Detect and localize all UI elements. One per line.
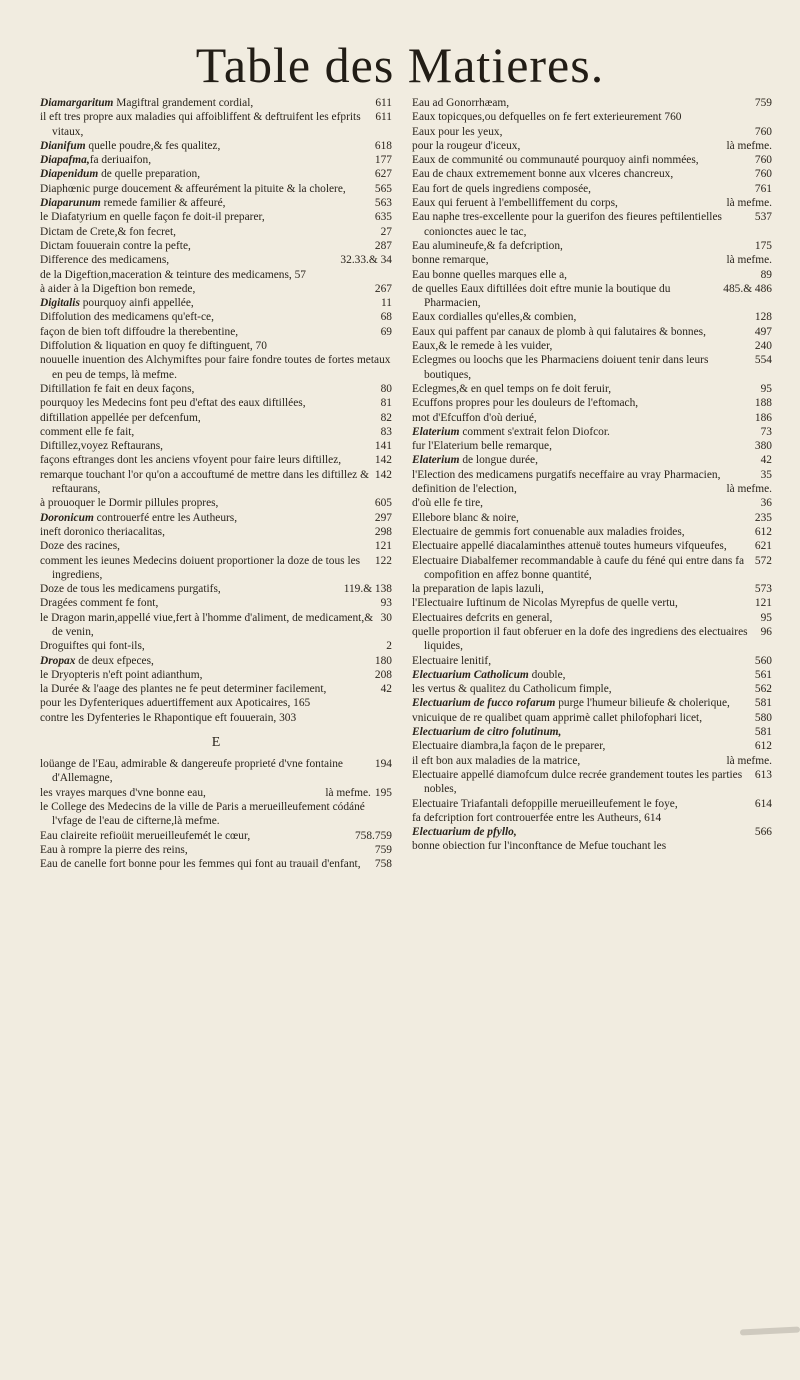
entry-text: Dictam fouuerain contre la pefte, xyxy=(40,239,191,252)
entry-headword: Electuarium de fucco rofarum xyxy=(412,697,556,710)
index-entry xyxy=(412,611,772,625)
page-ref: 81 xyxy=(380,397,392,410)
index-entry xyxy=(412,453,772,467)
index-entry xyxy=(412,711,772,725)
entry-text: bonne obiection fur l'inconftance de Mefue touchant les xyxy=(412,840,667,853)
index-entry xyxy=(40,253,392,267)
index-entry xyxy=(40,682,392,696)
index-entry xyxy=(40,639,392,653)
index-entry xyxy=(40,110,392,139)
entry-text: comment s'extrait felon Diofcor. xyxy=(459,425,610,438)
page-ref: 240 xyxy=(754,340,772,353)
page-ref: 121 xyxy=(754,597,772,610)
index-entry xyxy=(412,268,772,282)
page-ref: 128 xyxy=(754,311,772,324)
entry-headword: Electuarium de pfyllo, xyxy=(412,826,517,839)
index-entry xyxy=(40,282,392,296)
entry-text: de deux efpeces, xyxy=(75,654,154,667)
page-ref: 42 xyxy=(760,454,772,467)
index-entry xyxy=(40,554,392,583)
entry-headword: Dianifum xyxy=(40,139,86,152)
entry-text: Diftillez,voyez Reftaurans, xyxy=(40,440,164,453)
index-entry xyxy=(40,800,392,829)
entry-text: ineft doronico theriacalitas, xyxy=(40,525,165,538)
index-entry xyxy=(412,725,772,739)
page-ref: 11 xyxy=(381,297,392,310)
page-ref: 627 xyxy=(374,168,392,181)
index-entry xyxy=(40,210,392,224)
entry-text: Eau de chaux extremement bonne aux vlceres chancreux, xyxy=(412,168,674,181)
index-entry xyxy=(40,668,392,682)
entry-text: Eau naphe tres-excellente pour la guerifon des fieures peftilentielles conionctes auec le tac, xyxy=(412,211,722,238)
index-entry xyxy=(40,182,392,196)
entry-headword: Dropax xyxy=(40,654,76,667)
page-ref: 141 xyxy=(374,440,392,453)
page-ref: 581 xyxy=(754,697,772,710)
index-entry xyxy=(40,511,392,525)
page-ref: 68 xyxy=(380,311,392,324)
entry-text: Eaux,& le remede à les vuider, xyxy=(412,340,553,353)
index-entry xyxy=(412,482,772,496)
index-entry xyxy=(412,167,772,181)
page-ref: 142 xyxy=(374,454,392,467)
entry-text: Eclegmes ou loochs que les Pharmaciens doiuent tenir dans leurs boutiques, xyxy=(412,354,709,381)
page-ref: 142 xyxy=(374,468,392,481)
page-ref: 95 xyxy=(760,611,772,624)
index-entry xyxy=(40,96,392,110)
entry-text: il eft tres propre aux maladies qui affoibliffent & deftruifent les efprits vitaux, xyxy=(40,111,361,138)
index-entry xyxy=(40,225,392,239)
entry-text: Diffolution des medicamens qu'eft-ce, xyxy=(40,311,214,324)
index-entry xyxy=(412,839,772,853)
entry-text: Eau bonne quelles marques elle a, xyxy=(412,268,567,281)
index-entry xyxy=(412,739,772,753)
page-ref: 760 xyxy=(754,168,772,181)
entry-text: le Diafatyrium en quelle façon fe doit-il preparer, xyxy=(40,211,265,224)
page-ref: 618 xyxy=(374,139,392,152)
page-ref: 186 xyxy=(754,411,772,424)
entry-text: de quelles Eaux diftillées doit eftre munie la boutique du Pharmacien, xyxy=(412,282,671,310)
page-ref: 235 xyxy=(754,511,772,524)
entry-text: pourquoy ainfi appellée, xyxy=(79,297,194,310)
entry-text: de quelle preparation, xyxy=(98,168,201,181)
entry-text: Electuaire Diabalfemer recommandable à caufe du féné qui entre dans fa compofition en affez bonne quantité, xyxy=(412,554,745,581)
index-entry xyxy=(412,411,772,425)
page-title: Table des Matieres. xyxy=(195,37,605,93)
section-letter: E xyxy=(211,735,221,751)
entry-text: d'où elle fe tire, xyxy=(412,497,483,510)
entry-text: Ellebore blanc & noire, xyxy=(412,511,519,524)
index-entry xyxy=(40,153,392,167)
entry-text: de longue durée, xyxy=(459,454,538,467)
entry-text: loüange de l'Eau, admirable & dangereufe proprieté d'vne fontaine d'Allemagne, xyxy=(40,758,343,785)
entry-text: Difference des medicamens, xyxy=(40,254,170,267)
entry-text: controuerfé entre les Autheurs, xyxy=(93,511,238,524)
index-entry xyxy=(412,353,772,382)
page-ref: 560 xyxy=(754,654,772,667)
index-entry xyxy=(40,468,392,497)
page-ref: 73 xyxy=(760,425,772,438)
entry-text: Eclegmes,& en quel temps on fe doit feruir, xyxy=(412,382,612,395)
page-ref: 566 xyxy=(754,826,772,839)
page-ref: 760 xyxy=(754,125,772,138)
entry-text: Ecuffons propres pour les douleurs de l'eftomach, xyxy=(412,397,639,410)
entry-text: bonne remarque, xyxy=(412,254,489,267)
index-entry xyxy=(40,196,392,210)
index-entry xyxy=(40,786,392,800)
page-ref: là mefme. xyxy=(325,786,371,799)
entry-text: Eau alumineufe,& fa defcription, xyxy=(412,239,563,252)
entry-headword: Diapafma, xyxy=(40,154,90,167)
entry-text: Eaux cordialles qu'elles,& combien, xyxy=(412,311,577,324)
entry-text: façon de bien toft diffoudre la therebentine, xyxy=(40,325,239,338)
entry-text: nouuelle inuention des Alchymiftes pour faire fondre toutes de fortes metaux en peu de temps, là mefme. xyxy=(40,354,391,381)
page-ref: 121 xyxy=(374,540,392,553)
entry-text: diftillation appellée per defcenfum, xyxy=(40,411,201,424)
index-entry xyxy=(412,125,772,139)
index-entry xyxy=(412,539,772,553)
index-entry xyxy=(40,539,392,553)
index-entry xyxy=(412,811,772,825)
entry-text: purge l'humeur bilieufe & cholerique, xyxy=(555,697,730,710)
page-ref: 537 xyxy=(754,211,772,224)
entry-text: Electuaire Triafantali defoppille merueilleufement le foye, xyxy=(412,797,678,810)
page-ref: 93 xyxy=(380,597,392,610)
index-entry xyxy=(412,425,772,439)
page-ref: 298 xyxy=(374,525,392,538)
page-ref: 267 xyxy=(374,282,392,295)
page-ref: 95 xyxy=(760,382,772,395)
index-entry xyxy=(412,96,772,110)
page-ref: 287 xyxy=(374,239,392,252)
index-entry xyxy=(40,310,392,324)
index-entry xyxy=(412,654,772,668)
entry-text: la preparation de lapis lazuli, xyxy=(412,583,544,596)
index-entry xyxy=(412,468,772,482)
page-ref: 83 xyxy=(380,425,392,438)
page-ref: 563 xyxy=(374,197,392,210)
index-entry xyxy=(412,625,772,654)
entry-text: Droguiftes qui font-ils, xyxy=(40,640,145,653)
entry-text: Eaux qui paffent par canaux de plomb à qui falutaires & bonnes, xyxy=(412,325,706,338)
index-entry xyxy=(40,453,392,467)
entry-text: quelle poudre,& fes qualitez, xyxy=(85,139,221,152)
page-ref: 36 xyxy=(760,497,772,510)
index-entry xyxy=(40,396,392,410)
index-entry xyxy=(412,668,772,682)
entry-headword: Elaterium xyxy=(412,425,460,438)
entry-text: pourquoy les Medecins font peu d'eftat des eaux diftillées, xyxy=(40,397,306,410)
entry-text: fur l'Elaterium belle remarque, xyxy=(412,440,552,453)
page-ref: 119.& 138 xyxy=(343,583,392,596)
index-entry xyxy=(412,182,772,196)
page-ref: 30 xyxy=(380,611,392,624)
page-ref: 759 xyxy=(374,843,392,856)
page-ref: 760 xyxy=(754,154,772,167)
index-entry xyxy=(40,239,392,253)
entry-text: les vertus & qualitez du Catholicum fimple, xyxy=(412,683,612,696)
page-ref: 580 xyxy=(754,711,772,724)
entry-text: fa deriuaifon, xyxy=(89,154,152,167)
page-ref: 561 xyxy=(754,668,772,681)
page-ref: 611 xyxy=(375,97,392,109)
index-entry xyxy=(40,843,392,857)
page-ref: 573 xyxy=(754,583,772,596)
page-ref: là mefme. xyxy=(726,254,772,267)
index-entry xyxy=(40,167,392,181)
entry-text: Electuaire diambra,la façon de le preparer, xyxy=(412,740,606,753)
index-entry xyxy=(412,153,772,167)
entry-text: mot d'Efcuffon d'où deriué, xyxy=(412,411,537,424)
page-ref: 485.& 486 xyxy=(723,282,772,295)
page-ref: 614 xyxy=(754,797,772,810)
entry-text: pour la rougeur d'iceux, xyxy=(412,139,521,152)
entry-headword: Diaparunum xyxy=(40,197,101,210)
entry-text: le Dragon marin,appellé viue,fert à l'homme d'aliment, de medicament,& de venin, xyxy=(40,611,374,638)
index-entry xyxy=(412,768,772,797)
entry-text: Diffolution & liquation en quoy fe diftinguent, 70 xyxy=(40,340,267,353)
page-ref: là mefme. xyxy=(726,483,772,496)
entry-text: Electuaires defcrits en general, xyxy=(412,611,553,624)
entry-headword: Digitalis xyxy=(40,297,80,310)
index-entry xyxy=(412,339,772,353)
index-entry xyxy=(40,596,392,610)
entry-text: Doze des racines, xyxy=(40,540,121,553)
entry-text: l'Election des medicamens purgatifs neceffaire au vray Pharmacien, xyxy=(412,468,721,481)
index-entry xyxy=(412,210,772,239)
entry-text: Eaux pour les yeux, xyxy=(412,125,503,138)
index-entry xyxy=(40,829,392,843)
page-ref: 612 xyxy=(754,740,772,753)
entry-text: definition de l'election, xyxy=(412,483,517,496)
page-ref: 27 xyxy=(380,225,392,238)
index-entry xyxy=(40,425,392,439)
index-entry xyxy=(40,139,392,153)
entry-text: Electuaire appellé diacalaminthes attenuë toutes humeurs vifqueufes, xyxy=(412,540,727,553)
entry-text: Diaphœnic purge doucement & affeurément la pituite & la cholere, xyxy=(40,182,346,195)
index-entry xyxy=(40,654,392,668)
page-ref: 758.759 xyxy=(354,829,392,842)
entry-text: Eaux de communité ou communauté pourquoy ainfi nommées, xyxy=(412,154,699,167)
index-entry xyxy=(412,797,772,811)
index-entry xyxy=(412,825,772,839)
page-ref: 612 xyxy=(754,525,772,538)
left-column xyxy=(40,96,392,871)
entry-text: contre les Dyfenteries le Rhapontique eft fouuerain, 303 xyxy=(40,711,297,724)
page-ref: 177 xyxy=(374,154,392,167)
entry-text: Dictam de Crete,& fon fecret, xyxy=(40,225,176,238)
entry-text: Eau fort de quels ingrediens composée, xyxy=(412,182,592,195)
entry-headword: Elaterium xyxy=(412,454,460,467)
entry-headword: Electuarium Catholicum xyxy=(412,668,529,681)
entry-text: remede familier & affeuré, xyxy=(100,197,226,210)
entry-text: à aider à la Digeftion bon remede, xyxy=(40,282,196,295)
entry-text: les vrayes marques d'vne bonne eau, xyxy=(40,786,206,799)
index-entry xyxy=(40,296,392,310)
index-entry xyxy=(412,239,772,253)
page-ref: 80 xyxy=(380,382,392,395)
page-ref: 572 xyxy=(754,554,772,567)
entry-text: fa defcription fort controuerfée entre les Autheurs, 614 xyxy=(412,811,662,824)
page-ref: 761 xyxy=(754,182,772,195)
index-entry xyxy=(412,325,772,339)
page-ref: 562 xyxy=(754,683,772,696)
index-entry xyxy=(40,382,392,396)
page-ref: 32.33.& 34 xyxy=(340,254,392,267)
entry-headword: Diamargaritum xyxy=(40,97,114,109)
index-entry xyxy=(412,754,772,768)
page-ref: là mefme. xyxy=(726,197,772,210)
index-entry xyxy=(412,525,772,539)
entry-text: pour les Dyfenteriques aduertiffement aux Apoticaires, 165 xyxy=(40,697,311,710)
page-ref: 82 xyxy=(380,411,392,424)
entry-text: Eau de canelle fort bonne pour les femmes qui font au trauail d'enfant, xyxy=(40,858,361,871)
ink-stain xyxy=(740,1326,800,1335)
index-entry xyxy=(40,757,392,786)
index-entry xyxy=(412,310,772,324)
entry-text: Eau ad Gonorrhæam, xyxy=(412,97,510,109)
entry-text: de la Digeftion,maceration & teinture des medicamens, 57 xyxy=(40,268,307,281)
entry-text: Electuaire de gemmis fort conuenable aux maladies froides, xyxy=(412,525,685,538)
entry-text: vnicuique de re qualibet quam apprimè callet philofophari licet, xyxy=(412,711,703,724)
entry-text: Eaux topicques,ou defquelles on fe fert exterieurement 760 xyxy=(412,111,682,124)
index-entry xyxy=(40,268,392,282)
index-entry xyxy=(412,496,772,510)
index-entry xyxy=(412,511,772,525)
page-ref: 497 xyxy=(754,325,772,338)
entry-text: Eau à rompre la pierre des reins, xyxy=(40,843,188,856)
entry-text: il eft bon aux maladies de la matrice, xyxy=(412,754,581,767)
page-ref: 195 xyxy=(374,786,392,799)
page-ref: là mefme. xyxy=(726,754,772,767)
entry-text: le College des Medecins de la ville de Paris a merueilleufement códáné l'vfage de l'eau de cifterne,là mefme. xyxy=(40,800,365,828)
page-ref: 613 xyxy=(754,768,772,781)
page-ref: là mefme. xyxy=(726,139,772,152)
entry-text: comment les ieunes Medecins doiuent proportioner la doze de tous les ingrediens, xyxy=(40,554,361,581)
index-entry xyxy=(40,857,392,871)
index-entry xyxy=(40,525,392,539)
entry-text: quelle proportion il faut obferuer en la dofe des ingrediens des electuaires liquides, xyxy=(412,625,748,653)
entry-text: à prouoquer le Dormir pillules propres, xyxy=(40,497,219,510)
page-ref: 180 xyxy=(374,654,392,667)
page-ref: 605 xyxy=(374,497,392,510)
page-ref: 35 xyxy=(760,468,772,481)
page-ref: 69 xyxy=(380,325,392,338)
page-ref: 554 xyxy=(754,354,772,367)
index-entry xyxy=(412,282,772,311)
index-entry xyxy=(40,582,392,596)
entry-headword: Doronicum xyxy=(40,511,94,524)
page-ref: 42 xyxy=(380,683,392,696)
entry-text: Eau claireite refioüit merueilleufemét le cœur, xyxy=(40,829,251,842)
entry-text: Magiftral grandement cordial, xyxy=(113,97,254,109)
entry-text: Electuaire appellé diamofcum dulce recrée grandement toutes les parties nobles, xyxy=(412,768,743,796)
entry-text: la Durée & l'aage des plantes ne fe peut determiner facilement, xyxy=(40,683,327,696)
index-entry xyxy=(412,682,772,696)
page-ref: 380 xyxy=(754,440,772,453)
index-entry xyxy=(412,139,772,153)
entry-text: Eaux qui feruent à l'embelliffement du corps, xyxy=(412,197,618,210)
entry-text: double, xyxy=(528,668,566,681)
page-ref: 208 xyxy=(374,668,392,681)
entry-text: façons eftranges dont les anciens vfoyent pour faire leurs diftillez, xyxy=(40,454,342,467)
index-entry xyxy=(412,554,772,583)
entry-text: Doze de tous les medicamens purgatifs, xyxy=(40,583,221,596)
page-ref: 194 xyxy=(374,758,392,771)
entry-text: l'Electuaire Iuftinum de Nicolas Myrepfus de quelle vertu, xyxy=(412,597,678,610)
page-ref: 758 xyxy=(374,858,392,871)
right-column xyxy=(412,96,772,854)
page-ref: 89 xyxy=(760,268,772,281)
page-ref: 759 xyxy=(754,97,772,109)
page-ref: 565 xyxy=(374,182,392,195)
entry-text: le Dryopteris n'eft point adianthum, xyxy=(40,668,203,681)
entry-headword: Diapenidum xyxy=(40,168,99,181)
index-entry xyxy=(412,582,772,596)
index-entry xyxy=(40,711,392,725)
index-entry xyxy=(40,496,392,510)
index-entry xyxy=(40,439,392,453)
page-ref: 175 xyxy=(754,239,772,252)
page-ref: 122 xyxy=(374,554,392,567)
page-ref: 581 xyxy=(754,726,772,739)
index-entry xyxy=(40,353,392,382)
page-ref: 297 xyxy=(374,511,392,524)
page-ref: 96 xyxy=(760,625,772,638)
entry-text: comment elle fe fait, xyxy=(40,425,135,438)
entry-text: Diftillation fe fait en deux façons, xyxy=(40,382,195,395)
page-ref: 188 xyxy=(754,397,772,410)
index-entry xyxy=(40,696,392,710)
page-ref: 2 xyxy=(386,640,392,653)
entry-headword: Electuarium de citro folutinum, xyxy=(412,726,562,739)
index-entry xyxy=(412,696,772,710)
entry-text: Dragées comment fe font, xyxy=(40,597,159,610)
index-entry xyxy=(412,196,772,210)
page-ref: 621 xyxy=(754,540,772,553)
index-entry xyxy=(412,382,772,396)
index-entry xyxy=(40,411,392,425)
index-entry xyxy=(40,339,392,353)
index-entry xyxy=(412,596,772,610)
index-entry xyxy=(412,439,772,453)
index-entry xyxy=(412,253,772,267)
entry-text: Electuaire lenitif, xyxy=(412,654,492,667)
index-entry xyxy=(412,110,772,124)
index-entry xyxy=(40,611,392,640)
page-ref: 635 xyxy=(374,211,392,224)
page-ref: 611 xyxy=(375,111,392,124)
index-entry xyxy=(40,325,392,339)
entry-text: remarque touchant l'or qu'on a accouftumé de mettre dans les diftillez & reftaurans, xyxy=(40,468,369,496)
index-entry xyxy=(412,396,772,410)
